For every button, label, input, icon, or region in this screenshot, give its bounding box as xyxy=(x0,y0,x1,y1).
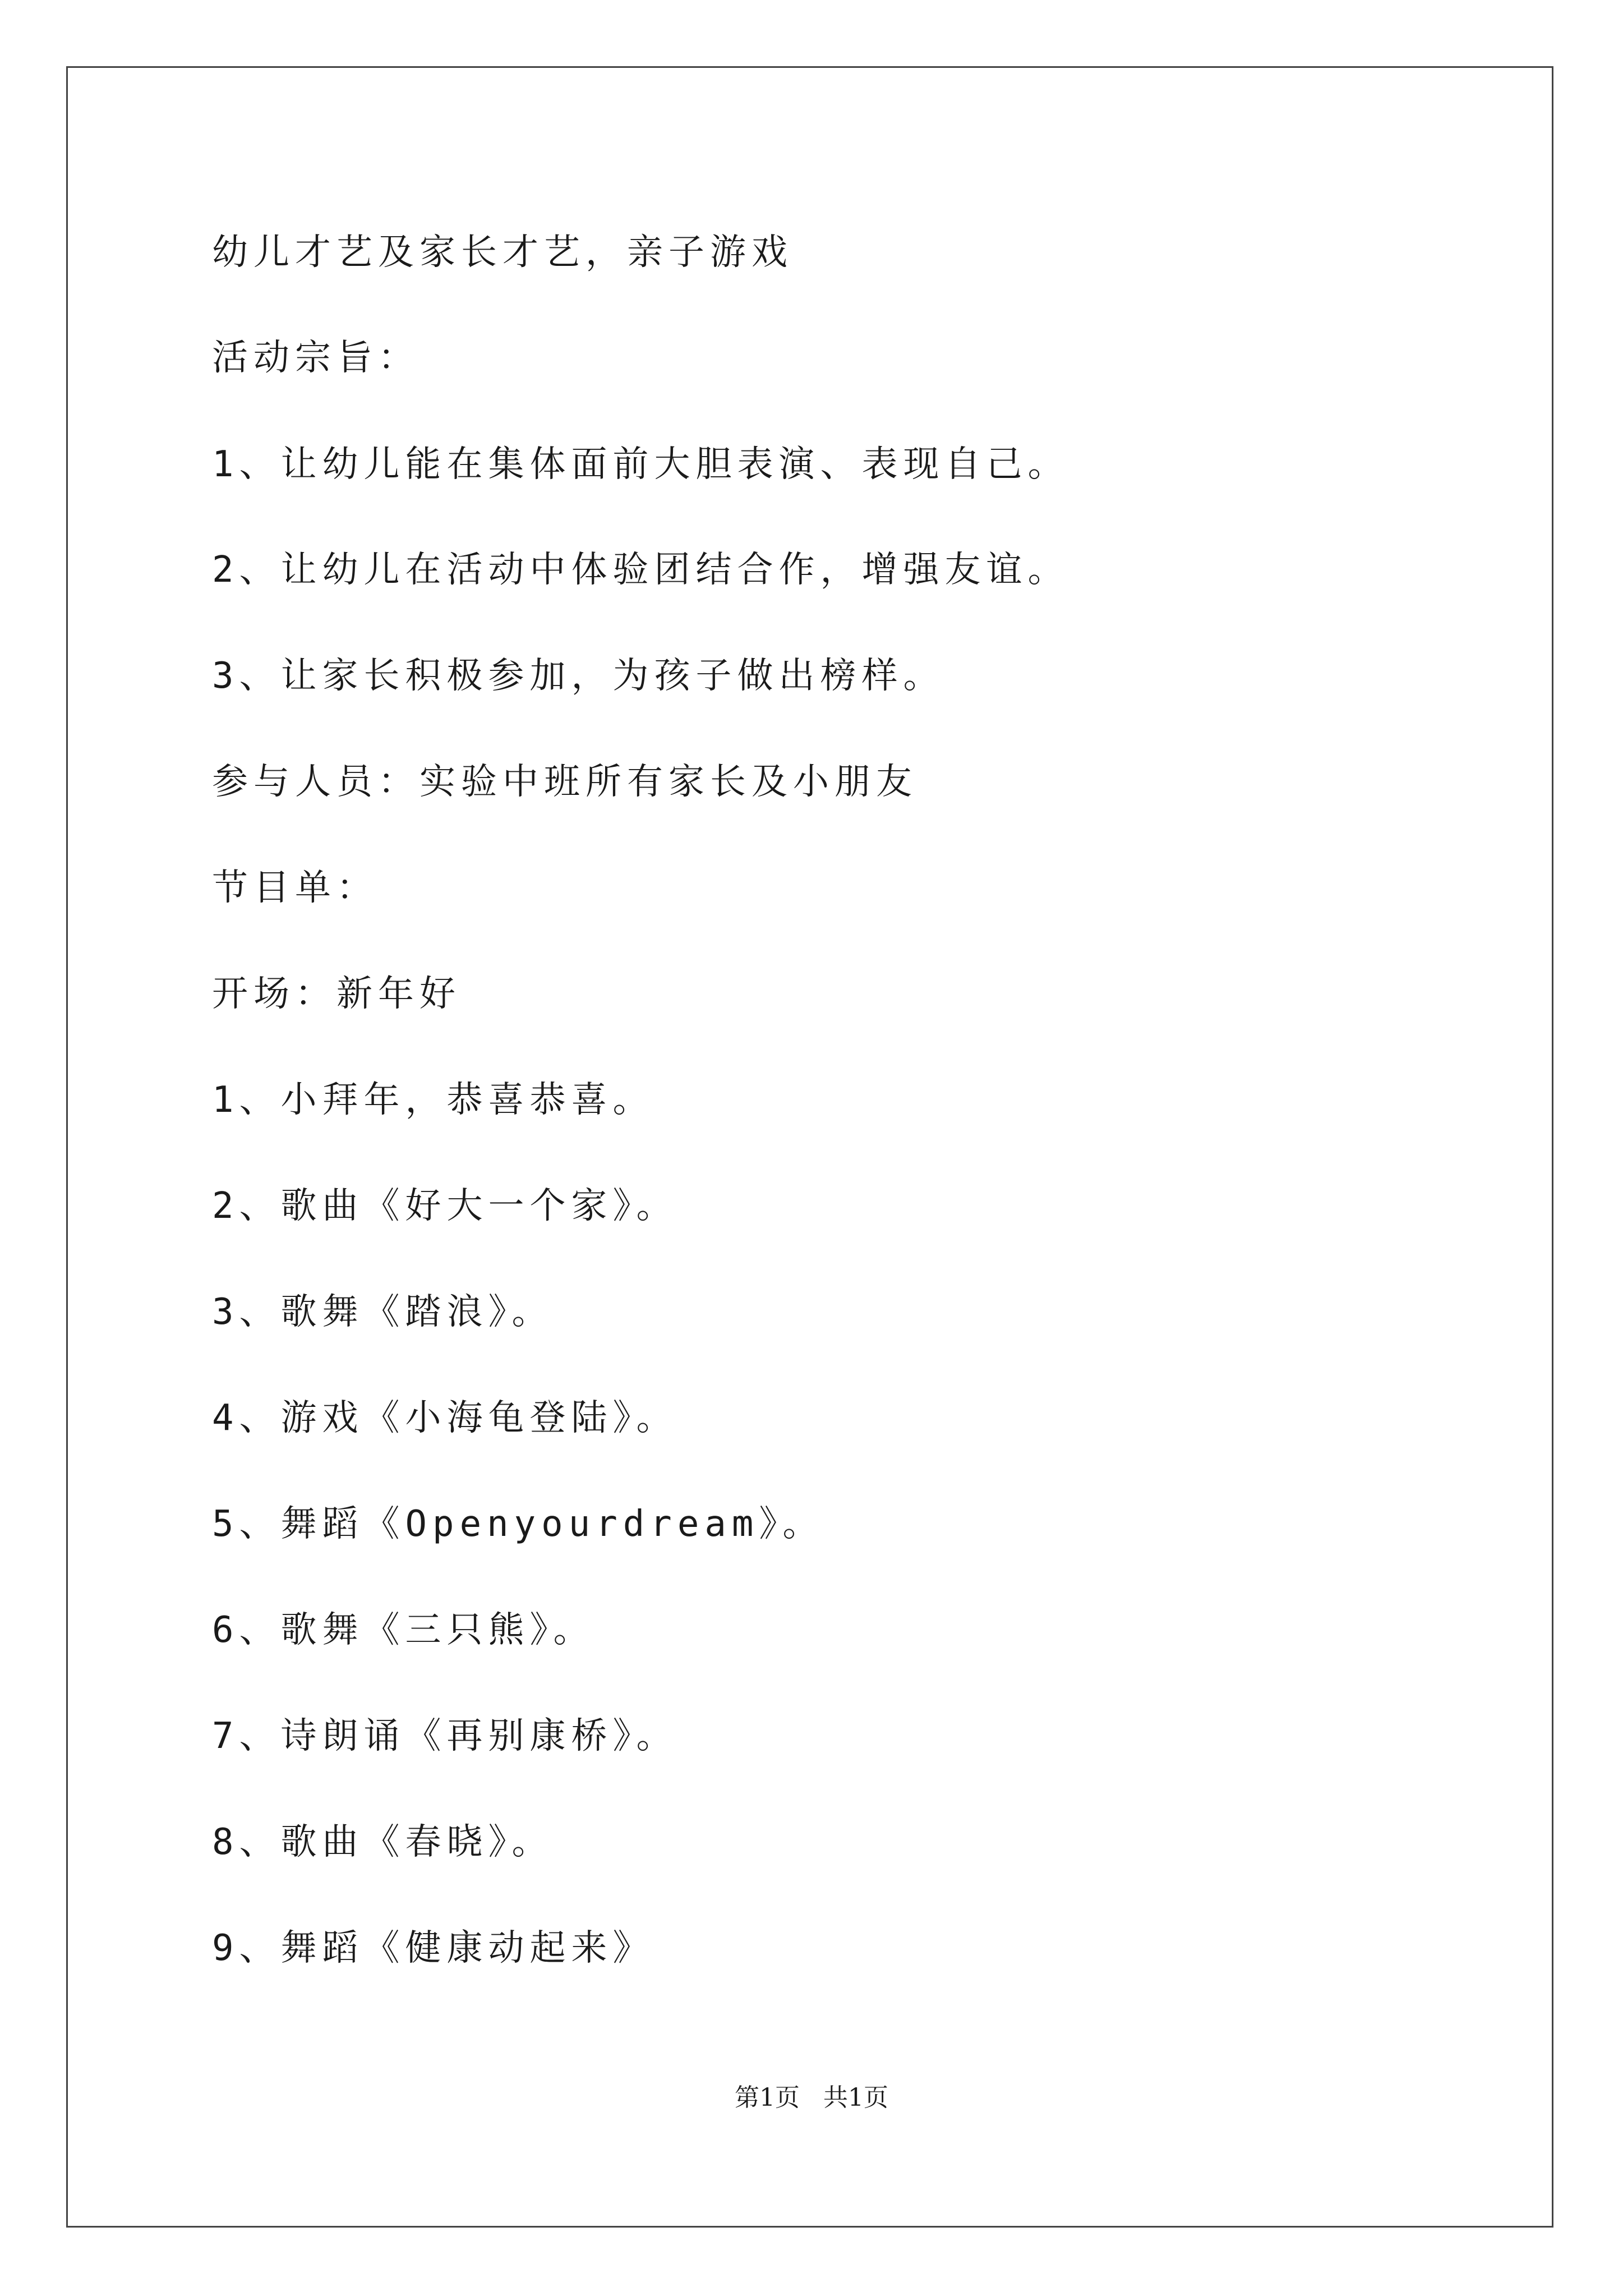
program-item-3: 3、歌舞《踏浪》。 xyxy=(212,1291,554,1333)
program-item-7: 7、诗朗诵《再别康桥》。 xyxy=(212,1715,678,1757)
purpose-item-1: 1、让幼儿能在集体面前大胆表演、表现自己。 xyxy=(212,444,1069,485)
page-number-footer: 第1页 共1页 xyxy=(735,2083,888,2112)
program-item-2: 2、歌曲《好大一个家》。 xyxy=(212,1185,678,1227)
intro-line: 幼儿才艺及家长才艺，亲子游戏 xyxy=(212,232,793,273)
participants-line: 参与人员：实验中班所有家长及小朋友 xyxy=(212,761,917,803)
purpose-heading: 活动宗旨： xyxy=(212,337,419,379)
purpose-item-2: 2、让幼儿在活动中体验团结合作，增强友谊。 xyxy=(212,549,1069,591)
program-item-8: 8、歌曲《春晓》。 xyxy=(212,1821,554,1863)
program-item-1: 1、小拜年，恭喜恭喜。 xyxy=(212,1079,654,1121)
program-item-6: 6、歌舞《三只熊》。 xyxy=(212,1609,595,1651)
purpose-item-3: 3、让家长积极参加，为孩子做出榜样。 xyxy=(212,655,945,697)
program-item-9: 9、舞蹈《健康动起来》 xyxy=(212,1927,654,1969)
program-heading: 节目单： xyxy=(212,867,378,909)
program-item-5: 5、舞蹈《Openyourdream》。 xyxy=(212,1503,824,1545)
page-border xyxy=(66,66,1553,2228)
program-item-4: 4、游戏《小海龟登陆》。 xyxy=(212,1397,678,1439)
opening-line: 开场：新年好 xyxy=(212,973,461,1015)
